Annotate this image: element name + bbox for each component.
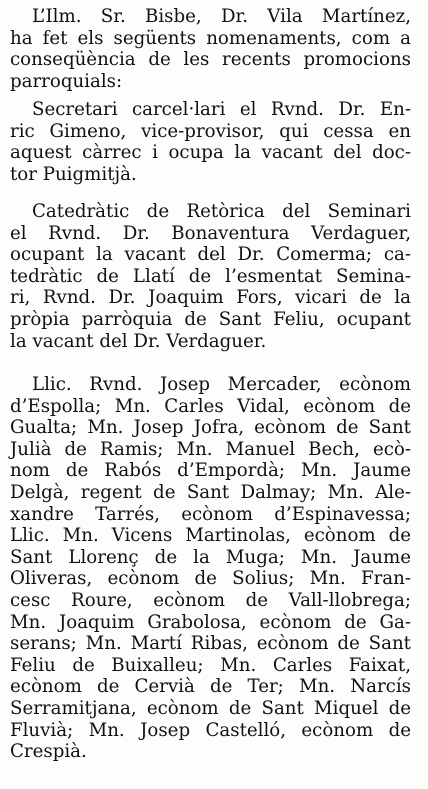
text-line: ocupant la vacant del Dr. Comerma; ca- [10,244,411,266]
text-line: serans; Mn. Martí Ribas, ecònom de Sant [10,633,411,655]
text-line: el Rvnd. Dr. Bonaventura Verdaguer, [10,222,411,244]
text-line: aquest càrrec i ocupa la vacant del doc- [10,142,411,164]
paragraph-bishop-appointments-intro [10,6,411,92]
text-line: la vacant del Dr. Verdaguer. [10,330,267,352]
text-line: Crespià. [10,741,87,763]
text-line: Serramitjana, ecònom de Sant Miquel de [10,697,411,719]
text-line: nom de Rabós d’Empordà; Mn. Jaume [10,460,411,482]
text-line: Mn. Joaquim Grabolosa, ecònom de Ga- [10,611,411,633]
text-line: Fluvià; Mn. Josep Castelló, ecònom de [10,719,411,741]
text-line: Catedràtic de Retòrica del Seminari [32,201,411,222]
text-line: d’Espolla; Mn. Carles Vidal, ecònom de [10,395,411,417]
text-line: Secretari carcel·lari el Rvnd. Dr. En- [32,99,411,120]
text-line: Julià de Ramis; Mn. Manuel Bech, ecò- [10,438,411,460]
text-line: parroquials: [10,70,123,92]
text-line: Llic. Rvnd. Josep Mercader, ecònom [32,374,411,395]
cut-off-heading-fragment [0,0,428,1]
text-line: Sant Llorenç de la Muga; Mn. Jaume [10,546,411,568]
text-line: xandre Tarrés, ecònom d’Espinavessa; [10,503,411,525]
text-line: tor Puigmitjà. [10,163,137,185]
text-line: Feliu de Buixalleu; Mn. Carles Faixat, [10,654,411,676]
paragraph-seminary-appointments [10,201,411,352]
text-line: L’Ilm. Sr. Bisbe, Dr. Vila Martínez, [32,6,411,27]
text-line: ha fet els següents nomenaments, com a [10,27,411,49]
text-line: ri, Rvnd. Dr. Joaquim Fors, vicari de la [10,287,411,309]
text-line: Oliveras, ecònom de Solius; Mn. Fran- [10,568,411,590]
text-line: cesc Roure, ecònom de Vall-llobrega; [10,589,411,611]
text-line: ric Gimeno, vice-provisor, qui cessa en [10,120,411,142]
text-line: tedràtic de Llatí de l’esmentat Semina- [10,265,411,287]
text-line: Llic. Mn. Vicens Martinolas, ecònom de [10,525,411,547]
paragraph-parish-appointments [10,374,411,763]
text-line: Gualta; Mn. Josep Jofra, ecònom de Sant [10,417,411,439]
paragraph-secretary-appointment [10,99,411,185]
text-line: Delgà, regent de Sant Dalmay; Mn. Ale- [10,481,411,503]
text-line: ecònom de Cervià de Ter; Mn. Narcís [10,676,411,698]
text-line: pròpia parròquia de Sant Feliu, ocupant [10,308,411,330]
text-line: conseqüència de les recents promocions [10,49,411,71]
